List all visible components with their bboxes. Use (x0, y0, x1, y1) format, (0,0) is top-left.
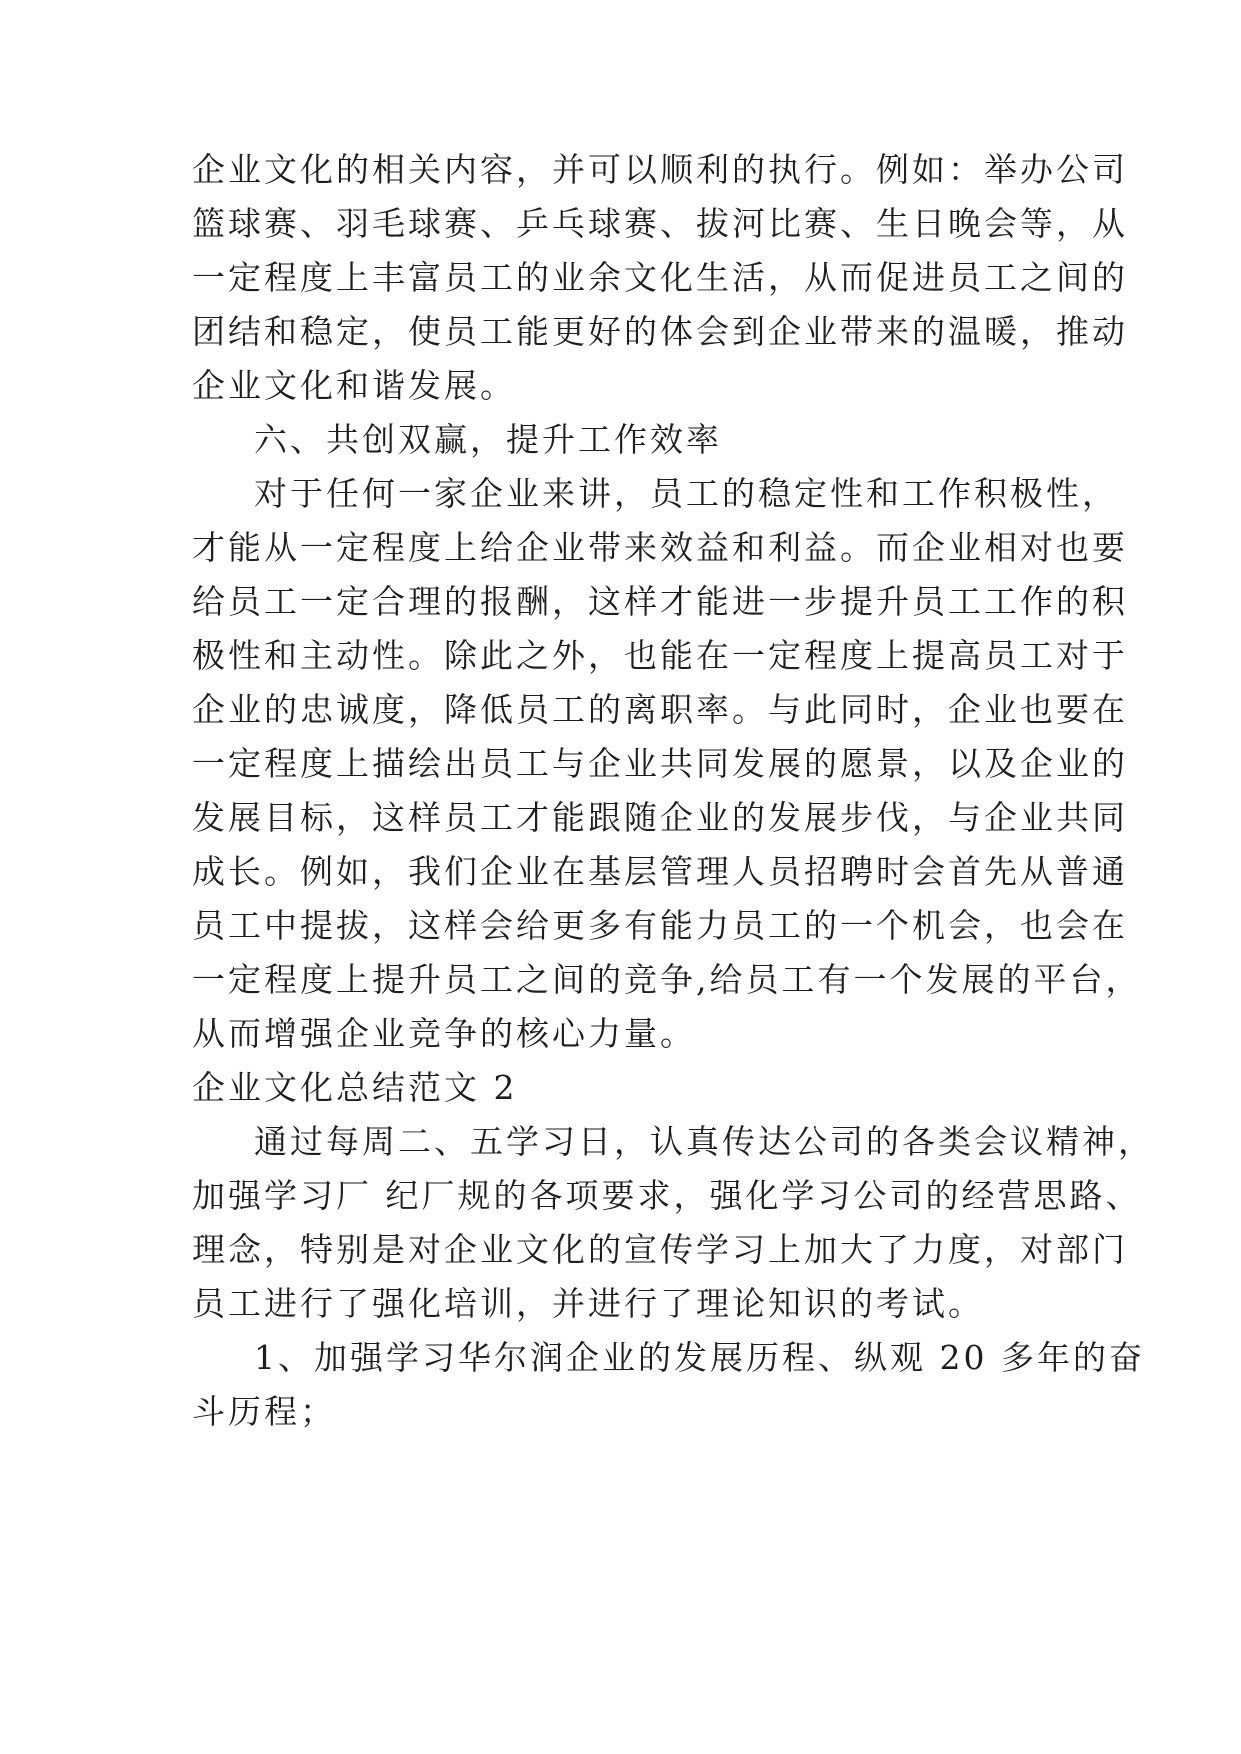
paragraph-line: 员工进行了强化培训，并进行了理论知识的考试。 (192, 1284, 984, 1323)
paragraph-line: 理念，特别是对企业文化的宣传学习上加大了力度，对部门 (192, 1230, 1128, 1269)
paragraph-line: 给员工一定合理的报酬，这样才能进一步提升员工工作的积 (192, 582, 1128, 621)
paragraph-line: 极性和主动性。除此之外，也能在一定程度上提高员工对于 (192, 636, 1128, 675)
list-item-line: 1、加强学习华尔润企业的发展历程、纵观 20 多年的奋 (254, 1338, 1145, 1377)
paragraph-line: 篮球赛、羽毛球赛、乒乓球赛、拔河比赛、生日晚会等，从 (192, 204, 1128, 243)
paragraph-line: 企业文化和谐发展。 (192, 366, 516, 405)
paragraph-line: 发展目标，这样员工才能跟随企业的发展步伐，与企业共同 (192, 798, 1128, 837)
paragraph-line: 企业文化的相关内容，并可以顺利的执行。例如：举办公司 (192, 150, 1128, 189)
paragraph-line: 成长。例如，我们企业在基层管理人员招聘时会首先从普通 (192, 852, 1128, 891)
paragraph-line: 团结和稳定，使员工能更好的体会到企业带来的温暖，推动 (192, 312, 1128, 351)
section-heading: 六、共创双赢，提升工作效率 (254, 420, 722, 459)
paragraph-line: 加强学习厂 纪厂规的各项要求，强化学习公司的经营思路、 (192, 1176, 1142, 1215)
paragraph-line: 企业的忠诚度，降低员工的离职率。与此同时，企业也要在 (192, 690, 1128, 729)
paragraph-line: 通过每周二、五学习日，认真传达公司的各类会议精神， (254, 1122, 1154, 1161)
paragraph-line: 一定程度上提升员工之间的竞争,给员工有一个发展的平台， (192, 960, 1142, 999)
paragraph-line: 一定程度上描绘出员工与企业共同发展的愿景，以及企业的 (192, 744, 1128, 783)
list-item-line: 斗历程； (192, 1392, 336, 1431)
paragraph-line: 才能从一定程度上给企业带来效益和利益。而企业相对也要 (192, 528, 1128, 567)
paragraph-line: 员工中提拔，这样会给更多有能力员工的一个机会，也会在 (192, 906, 1128, 945)
paragraph-line: 对于任何一家企业来讲，员工的稳定性和工作积极性， (254, 474, 1118, 513)
document-title: 企业文化总结范文 2 (192, 1068, 518, 1107)
paragraph-line: 从而增强企业竞争的核心力量。 (192, 1014, 696, 1053)
paragraph-line: 一定程度上丰富员工的业余文化生活，从而促进员工之间的 (192, 258, 1128, 297)
